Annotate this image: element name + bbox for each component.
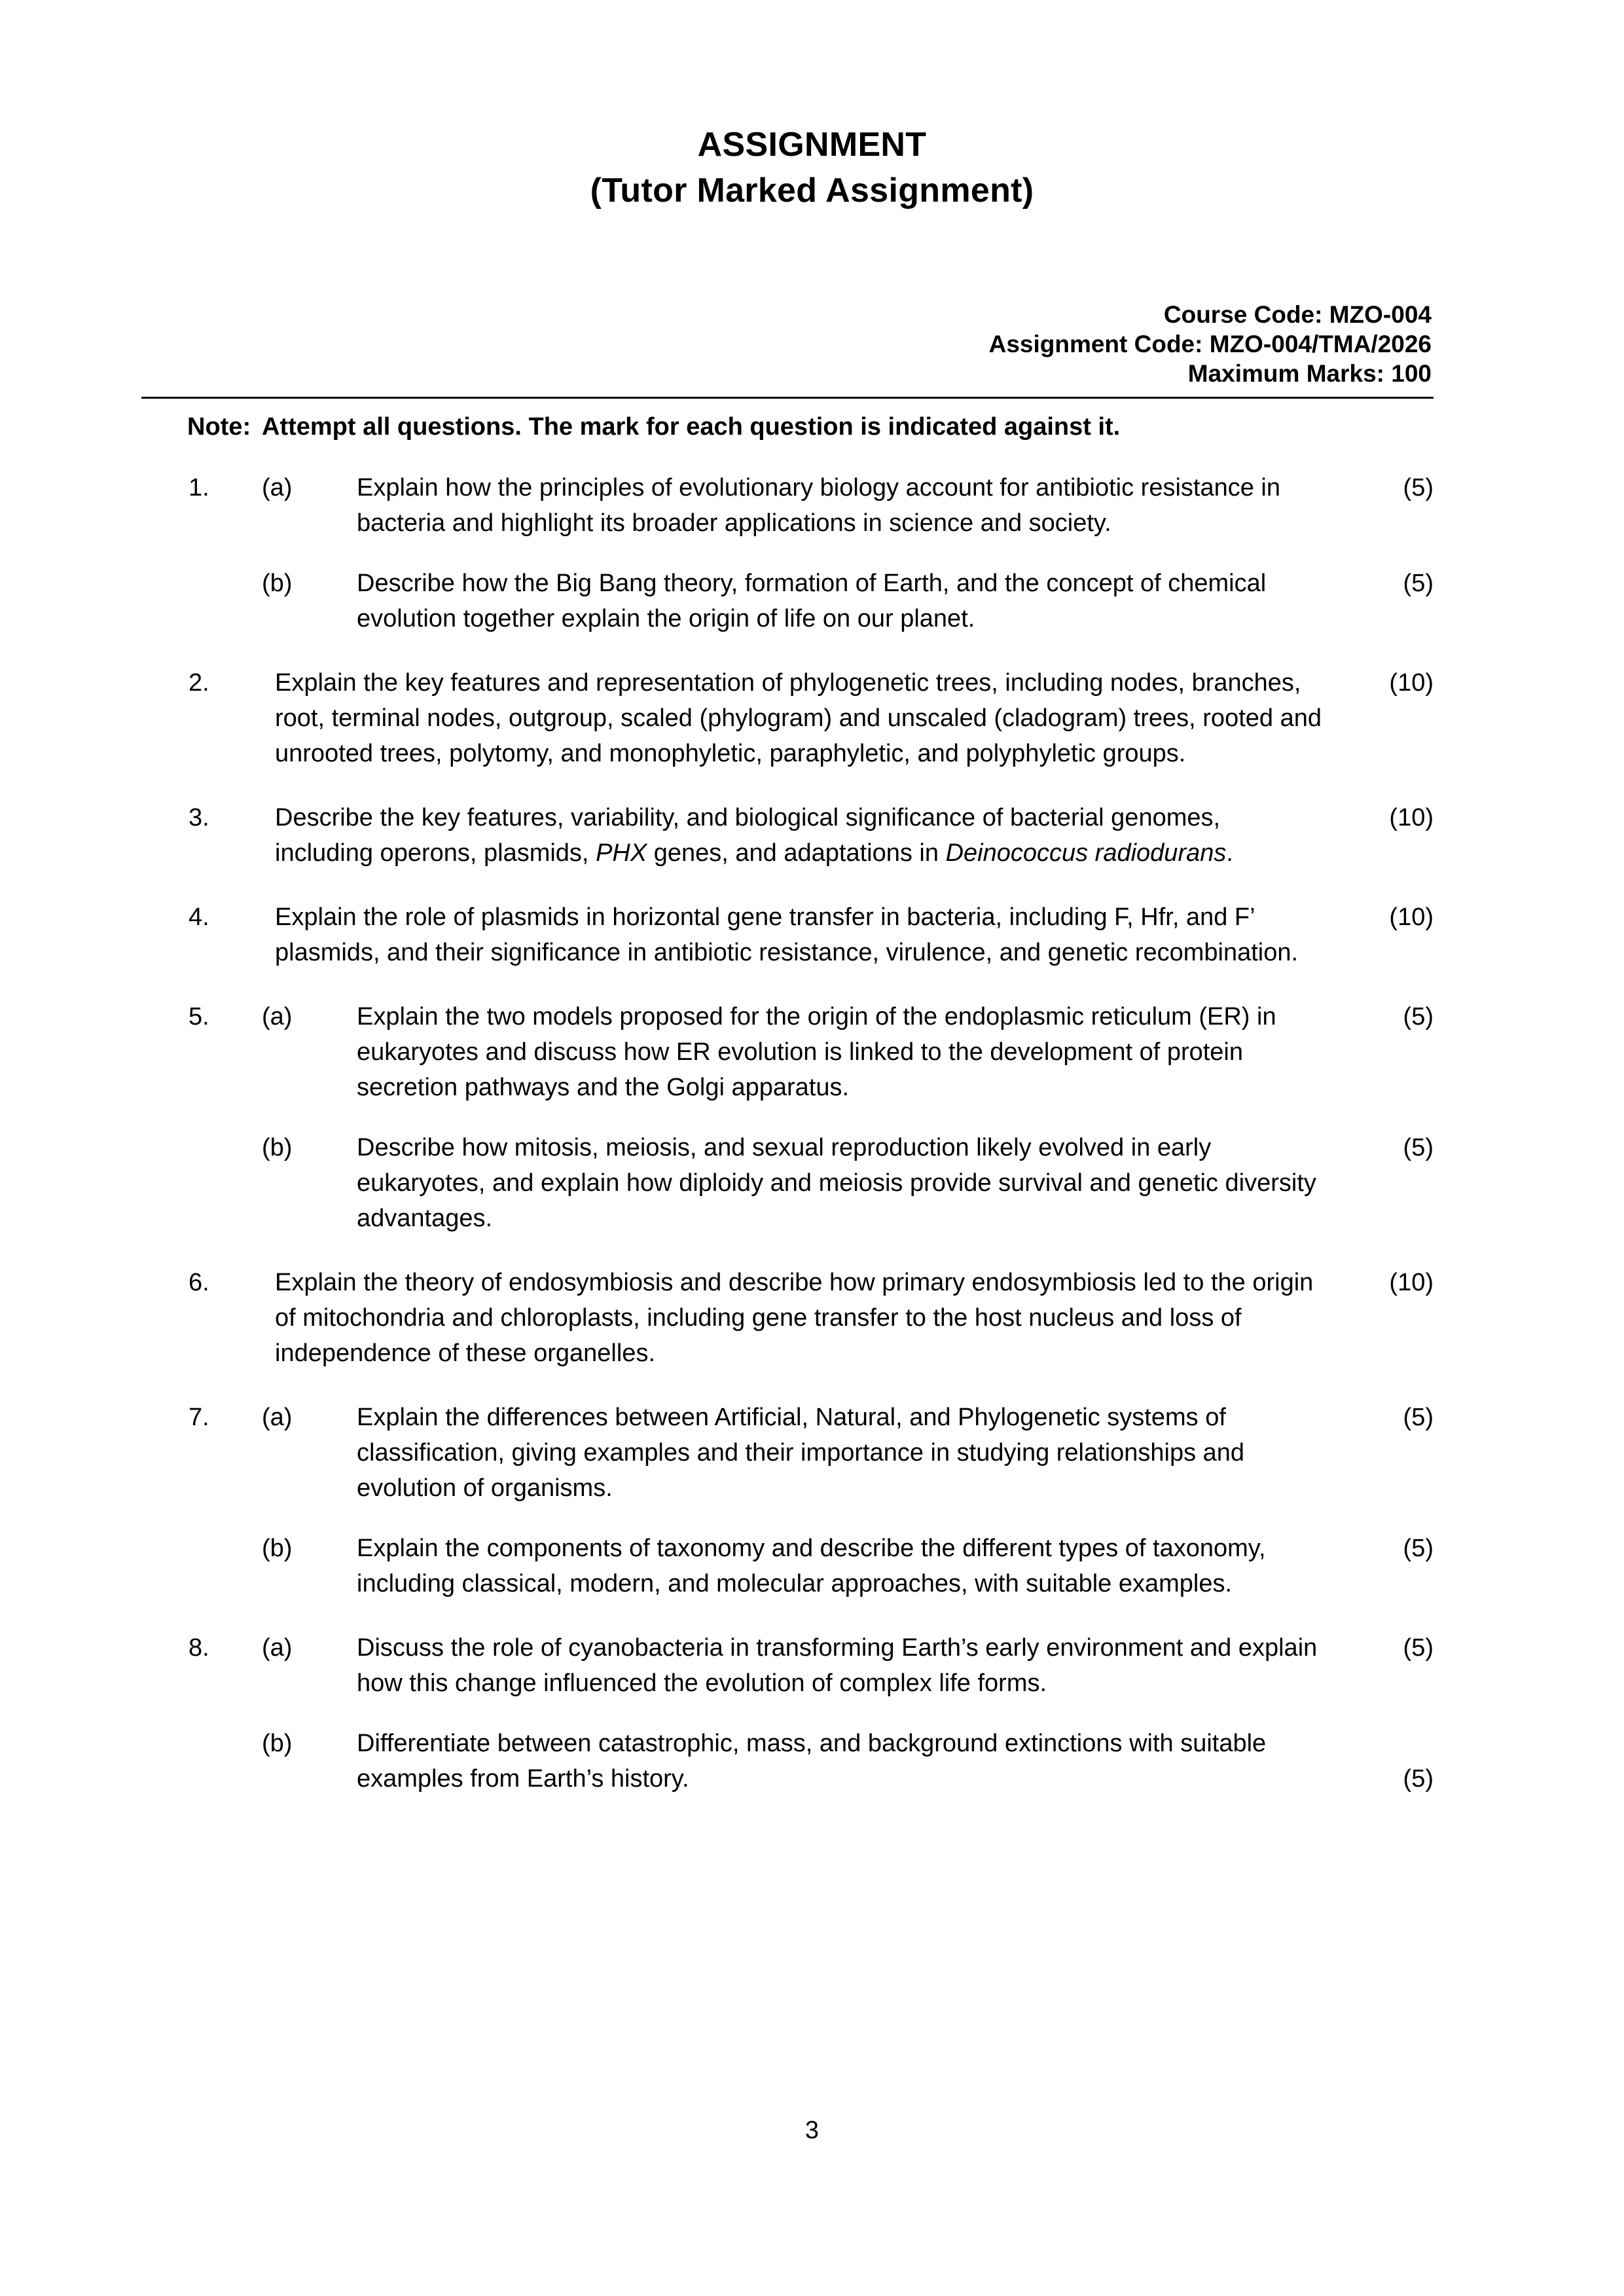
- question-text-italic: PHX: [596, 839, 647, 867]
- assignment-code: Assignment Code: MZO-004/TMA/2026: [988, 331, 1432, 357]
- question-marks: (5): [1403, 1535, 1434, 1562]
- question-text-segment: .: [1226, 839, 1233, 867]
- question-row: [0, 1630, 1624, 1701]
- question-sub-label: (a): [262, 1404, 293, 1431]
- question-text-segment: Describe how mitosis, meiosis, and sexual reproduction likely evolved in early eukaryotes, and explain how diploidy and meiosis provide survival and genetic diversity advantages.: [357, 1134, 1316, 1232]
- question-spacer: [0, 636, 1624, 665]
- question-marks: (5): [1403, 474, 1434, 501]
- question-row: [0, 1531, 1624, 1601]
- document-header: [0, 122, 1624, 213]
- question-sub-label: (b): [262, 1134, 293, 1161]
- question-marks: (5): [1403, 1634, 1434, 1662]
- question-number: 5.: [189, 1003, 209, 1030]
- question-text-segment: Explain the components of taxonomy and describe the different types of taxonomy, including classical, modern, and molecular approaches, with suitable examples.: [357, 1535, 1266, 1597]
- question-sub-label: (a): [262, 1634, 293, 1662]
- question-marks: (10): [1389, 903, 1434, 931]
- question-marks: (5): [1403, 1003, 1434, 1030]
- question-text-segment: Explain how the principles of evolutionary biology account for antibiotic resistance in bacteria and highlight its broader applications in science and society.: [357, 474, 1281, 537]
- question-text-italic: Deinococcus radiodurans: [945, 839, 1227, 867]
- question-marks: (10): [1389, 1269, 1434, 1296]
- question-spacer: [0, 970, 1624, 999]
- question-number: 3.: [189, 804, 209, 831]
- question-number: 8.: [189, 1634, 209, 1662]
- question-spacer: [0, 541, 1624, 566]
- question-spacer: [0, 1601, 1624, 1630]
- note-row: [187, 411, 1120, 443]
- question-marks: (5): [1403, 1404, 1434, 1431]
- question-text-segment: Explain the differences between Artificial, Natural, and Phylogenetic systems of classification, giving examples and their importance in studying relationships and evolution of organisms.: [357, 1404, 1245, 1502]
- question-text-segment: Explain the theory of endosymbiosis and describe how primary endosymbiosis led to the origin of mitochondria and chloroplasts, including gene transfer to the host nucleus and loss of independence of these organelles.: [275, 1269, 1314, 1367]
- question-number: 4.: [189, 903, 209, 931]
- question-spacer: [0, 1236, 1624, 1265]
- page-title-line-1: ASSIGNMENT: [697, 126, 927, 164]
- question-text-segment: Explain the role of plasmids in horizontal gene transfer in bacteria, including F, Hfr, and F’ plasmids, and their significance in antibiotic resistance, virulence, and genetic recombination.: [275, 903, 1299, 966]
- note-text: Attempt all questions. The mark for each question is indicated against it.: [262, 413, 1121, 441]
- question-row: [0, 566, 1624, 636]
- question-row: [0, 999, 1624, 1105]
- question-row: [0, 800, 1624, 871]
- question-sub-label: (b): [262, 1730, 293, 1757]
- question-marks: (10): [1389, 804, 1434, 831]
- question-row: [0, 900, 1624, 970]
- question-spacer: [0, 1105, 1624, 1130]
- question-number: 1.: [189, 474, 209, 501]
- question-sub-label: (b): [262, 570, 293, 597]
- question-text-segment: Explain the key features and representation of phylogenetic trees, including nodes, branches, root, terminal nodes, outgroup, scaled (phylogram) and unscaled (cladogram) trees, rooted and unrooted trees, polytomy, and monophyletic, paraphyletic, and polyphyletic groups.: [275, 669, 1322, 767]
- question-marks: (5): [1403, 1765, 1434, 1793]
- question-spacer: [0, 1701, 1624, 1726]
- question-spacer: [0, 871, 1624, 900]
- question-sub-label: (b): [262, 1535, 293, 1562]
- question-spacer: [0, 771, 1624, 800]
- question-number: 6.: [189, 1269, 209, 1296]
- question-text: [0, 1130, 1624, 1236]
- question-row: [0, 1400, 1624, 1506]
- question-row: [0, 665, 1624, 771]
- question-sub-label: (a): [262, 1003, 293, 1030]
- question-text: [0, 1726, 1624, 1796]
- question-spacer: [0, 1371, 1624, 1400]
- question-number: 2.: [189, 669, 209, 697]
- question-text-segment: genes, and adaptations in: [647, 839, 946, 867]
- question-text-segment: Discuss the role of cyanobacteria in transforming Earth’s early environment and explain how this change influenced the evolution of complex life forms.: [357, 1634, 1318, 1697]
- question-text: [0, 1531, 1624, 1601]
- question-text-segment: Describe how the Big Bang theory, formation of Earth, and the concept of chemical evolution together explain the origin of life on our planet.: [357, 570, 1267, 632]
- question-text: [0, 566, 1624, 636]
- page-number: 3: [804, 2117, 820, 2144]
- note-label: Note:: [187, 413, 251, 441]
- header-divider: [141, 397, 1434, 399]
- question-sub-label: (a): [262, 474, 293, 501]
- question-row: [0, 470, 1624, 541]
- maximum-marks: Maximum Marks: 100: [1187, 360, 1432, 387]
- question-row: [0, 1130, 1624, 1236]
- question-marks: (5): [1403, 570, 1434, 597]
- question-marks: (5): [1403, 1134, 1434, 1161]
- questions-list: [0, 470, 1624, 1796]
- question-row: [0, 1726, 1624, 1796]
- course-meta-block: [989, 300, 1432, 388]
- question-row: [0, 1265, 1624, 1371]
- question-text-segment: Differentiate between catastrophic, mass, and background extinctions with suitable examples from Earth’s history.: [357, 1730, 1267, 1793]
- question-number: 7.: [189, 1404, 209, 1431]
- page-title-line-2: (Tutor Marked Assignment): [590, 172, 1034, 210]
- question-text-segment: Describe the key features, variability, and biological significance of bacterial genomes, including operons, plasmids,: [275, 804, 1221, 867]
- question-marks: (10): [1389, 669, 1434, 697]
- question-text-segment: Explain the two models proposed for the origin of the endoplasmic reticulum (ER) in eukaryotes and discuss how ER evolution is linked to the development of protein secretion pathways and the Golgi apparatus.: [357, 1003, 1276, 1101]
- question-spacer: [0, 1506, 1624, 1531]
- course-code: Course Code: MZO-004: [1163, 301, 1432, 328]
